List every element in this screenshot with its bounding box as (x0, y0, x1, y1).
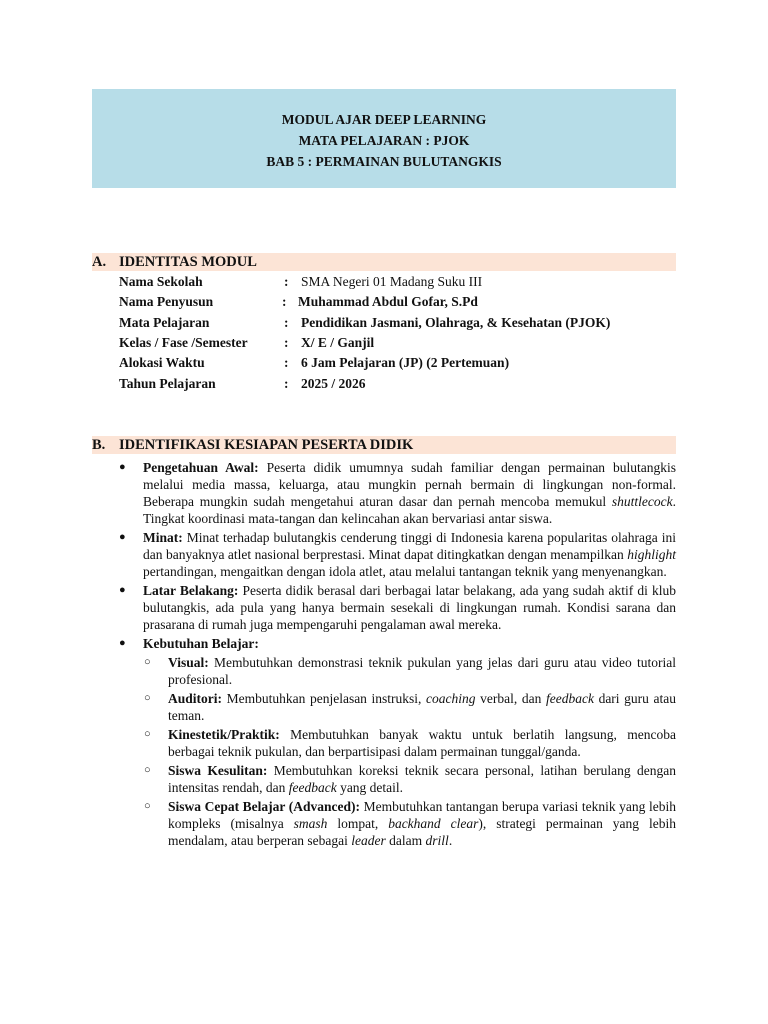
identity-colon: : (284, 376, 289, 391)
list-item: ● Minat: Minat terhadap bulutangkis cenderung tinggi di Indonesia karena popularitas olahraga ini dan banyaknya atlet nasional berprestasi. Minat dapat ditingkatkan dengan menampilkan highlight pertandingan, mengaitkan dengan idola atlet, atau melalui tantangan teknik yang menyenangkan. (119, 530, 676, 579)
circle-bullet-icon: ○ (144, 692, 151, 704)
header-chapter: BAB 5 : PERMAINAN BULUTANGKIS (266, 154, 502, 169)
bullet-icon: ● (119, 637, 126, 649)
circle-bullet-icon: ○ (144, 764, 151, 776)
bullet-icon: ● (119, 584, 126, 596)
identity-value: 2025 / 2026 (301, 376, 366, 391)
identity-colon: : (284, 355, 289, 370)
circle-bullet-icon: ○ (144, 800, 151, 812)
list-item: ● Pengetahuan Awal: Peserta didik umumnya sudah familiar dengan permainan bulutangkis melalui media massa, keluarga, atau mungkin pernah bermain di lingkungan non-formal. Beberapa mungkin sudah mengetahui aturan dasar dan pernah mencoba memukul shuttlecock. Tingkat koordinasi mata-tangan dan kelincahan akan bervariasi antar siswa. (119, 460, 676, 526)
identity-value: 6 Jam Pelajaran (JP) (2 Pertemuan) (301, 355, 510, 370)
bullet-icon: ● (119, 531, 126, 543)
sub-list-item: ○ Kinestetik/Praktik: Membutuhkan banyak waktu untuk berlatih langsung, mencoba berbagai teknik pukulan, dan berpartisipasi dalam permainan tunggal/ganda. (144, 727, 676, 759)
identity-label: Kelas / Fase /Semester (119, 335, 248, 350)
section-b-heading (92, 436, 676, 454)
section-title: IDENTITAS MODUL (119, 254, 257, 270)
identity-label: Mata Pelajaran (119, 315, 210, 330)
circle-bullet-icon: ○ (144, 656, 151, 668)
identity-value: X/ E / Ganjil (301, 335, 375, 350)
identity-value: Pendidikan Jasmani, Olahraga, & Kesehatan (PJOK) (301, 315, 611, 330)
section-a-heading (92, 253, 676, 271)
identity-colon: : (282, 294, 287, 309)
identity-colon: : (284, 274, 289, 289)
sub-list-item: ○ Siswa Kesulitan: Membutuhkan koreksi teknik secara personal, latihan berulang dengan intensitas rendah, dan feedback yang detail. (144, 763, 676, 795)
readiness-list (119, 459, 676, 851)
list-item: ● Latar Belakang: Peserta didik berasal dari berbagai latar belakang, ada yang sudah aktif di klub bulutangkis, ada pula yang hanya bermain sesekali di lingkungan rumah. Kondisi sarana dan prasarana di rumah juga mempengaruhi pengalaman awal mereka. (119, 583, 676, 632)
identity-label: Tahun Pelajaran (119, 376, 216, 391)
sub-list-item: ○ Visual: Membutuhkan demonstrasi teknik pukulan yang jelas dari guru atau video tutorial profesional. (144, 655, 676, 687)
circle-bullet-icon: ○ (144, 728, 151, 740)
sub-list-item: ○ Auditori: Membutuhkan penjelasan instruksi, coaching verbal, dan feedback dari guru atau teman. (144, 691, 677, 723)
section-title: IDENTIFIKASI KESIAPAN PESERTA DIDIK (119, 437, 414, 453)
document-header (92, 89, 676, 188)
section-letter: A. (92, 254, 107, 270)
section-letter: B. (92, 437, 106, 453)
identity-colon: : (284, 335, 289, 350)
identity-label: Alokasi Waktu (119, 355, 205, 370)
header-subject: MATA PELAJARAN : PJOK (298, 133, 470, 148)
list-item: ● Kebutuhan Belajar: (119, 636, 259, 651)
identity-value: SMA Negeri 01 Madang Suku III (301, 274, 483, 289)
identity-label: Nama Penyusun (119, 294, 214, 309)
bullet-icon: ● (119, 461, 126, 473)
header-title: MODUL AJAR DEEP LEARNING (281, 112, 487, 127)
sub-list-item: ○ Siswa Cepat Belajar (Advanced): Membutuhkan tantangan berupa variasi teknik yang lebih kompleks (misalnya smash lompat, backhand clear), strategi permainan yang lebih mendalam, atau berperan sebagai leader dalam drill. (144, 799, 676, 848)
identity-label: Nama Sekolah (119, 274, 203, 289)
identity-colon: : (284, 315, 289, 330)
identity-value: Muhammad Abdul Gofar, S.Pd (298, 294, 478, 309)
